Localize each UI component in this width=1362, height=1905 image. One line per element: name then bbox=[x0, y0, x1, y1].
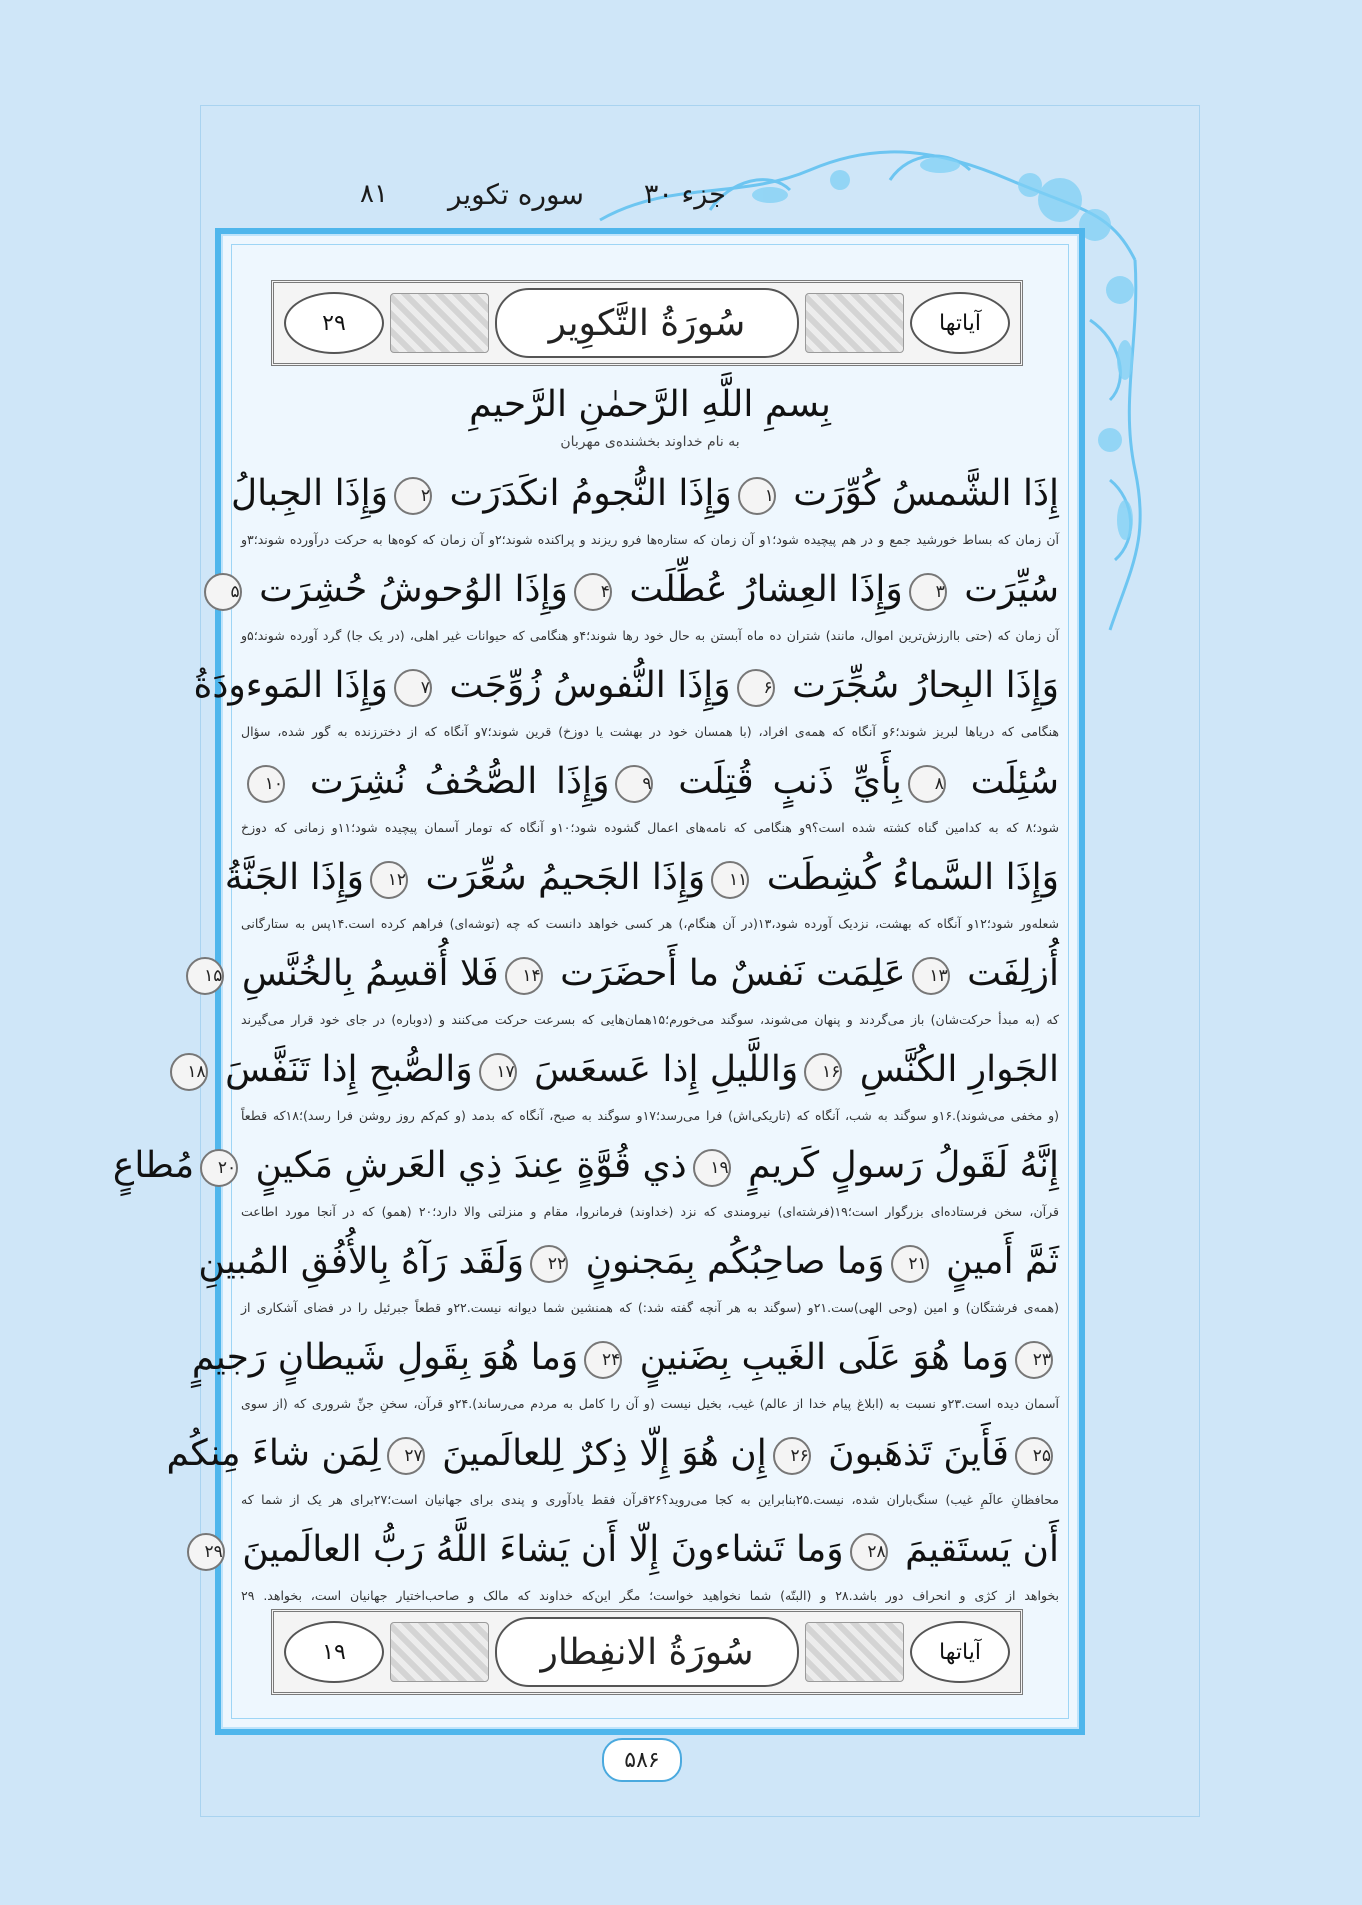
verse-text: سُيِّرَت bbox=[952, 569, 1059, 610]
verse-text: وَلَقَد رَآهُ بِالأُفُقِ المُبينِ bbox=[198, 1241, 525, 1282]
verse-text: فَلا أُقسِمُ بِالخُنَّسِ bbox=[230, 953, 499, 994]
ayah-number-marker: ۱۰ bbox=[247, 765, 285, 803]
verse-text: وَما هُوَ بِقَولِ شَيطانٍ رَجيمٍ bbox=[191, 1337, 579, 1378]
verse-text: وَاللَّيلِ إِذا عَسعَسَ bbox=[522, 1049, 799, 1090]
surah-label: سوره تکویر bbox=[447, 177, 584, 211]
persian-translation: محافظانِ عالَمِ غیب) سنگ‌باران شده، نیست.۲۵بنابراین به کجا می‌روید؟۲۶قرآن فقط یادآوری و پندی برای جهانیان است؛۲۷برای هر یک از شما که bbox=[241, 1492, 1060, 1507]
verse-line bbox=[112, 1138, 1059, 1234]
verse-text: وَإِذَا النُّفوسُ زُوِّجَت bbox=[437, 665, 731, 706]
verse-line bbox=[204, 1522, 1059, 1618]
verse-text: وَما صاحِبُكُم بِمَجنونٍ bbox=[574, 1241, 885, 1282]
page-number: ۵۸۶ bbox=[602, 1738, 682, 1782]
verse-text: بِأَيِّ ذَنبٍ قُتِلَت bbox=[659, 761, 902, 802]
verse-count-oval: ۲۹ bbox=[284, 292, 384, 354]
verse-text: أَن يَستَقيمَ bbox=[893, 1529, 1059, 1570]
verse-text: وَإِذَا الوُحوشُ حُشِرَت bbox=[247, 569, 568, 610]
arabic-text bbox=[191, 1330, 1059, 1386]
verse-text: وَإِذَا النُّجومُ انكَدَرَت bbox=[438, 473, 732, 514]
verses-block bbox=[112, 466, 1060, 1618]
persian-translation: آن زمان که بساط خورشید جمع و در هم پیچیده شود؛۱و آن زمان که ستاره‌ها فرو ریزند و پراکنده شوند؛۲و آن زمان که کوه‌ها به حرکت درآورده شوند؛۳و bbox=[241, 532, 1060, 547]
persian-translation: قرآن، سخن فرستاده‌ای بزرگوار است؛۱۹(فرشته‌ای) نیرومندی که نزد (خداوند) فرمانروا، مقام و منزلتی والا دارد؛۲۰ (همو) که در آنجا مورد اطاعت bbox=[241, 1204, 1059, 1219]
arabic-text bbox=[198, 1234, 1059, 1290]
banner-ornament-icon bbox=[805, 293, 904, 353]
verse-text: وَإِذَا الجِبالُ bbox=[230, 473, 389, 514]
verse-text: الجَوارِ الكُنَّسِ bbox=[848, 1049, 1059, 1090]
surah-number: ۸۱ bbox=[360, 179, 388, 209]
surah-banner-top bbox=[271, 280, 1023, 366]
ayah-number-marker: ۲۸ bbox=[850, 1533, 888, 1571]
ayah-number-marker: ۱۱ bbox=[711, 861, 749, 899]
ayah-number-marker: ۱۵ bbox=[186, 957, 224, 995]
ayah-number-marker: ۱ bbox=[738, 477, 776, 515]
ayah-number-marker: ۲۱ bbox=[891, 1245, 929, 1283]
verse-text: إِذَا الشَّمسُ كُوِّرَت bbox=[781, 473, 1059, 514]
persian-translation: بخواهد از کژی و انحراف دور باشد.۲۸ و (البتّه) شما نخواهید خواست؛ مگر این‌که خداوند که مالک و صاحب‌اختیار جهانیان است، بخواهد. ۲۹ bbox=[241, 1588, 1059, 1603]
surah-title: سُورَةُ الانفِطار bbox=[495, 1617, 799, 1687]
verse-line bbox=[230, 562, 1059, 658]
verse-text: وَإِذَا السَّماءُ كُشِطَت bbox=[755, 857, 1059, 898]
basmala: بِسمِ اللَّهِ الرَّحمٰنِ الرَّحيمِ bbox=[469, 384, 831, 425]
ayah-number-marker: ۲۴ bbox=[584, 1341, 622, 1379]
verse-line bbox=[191, 1330, 1059, 1426]
ayah-number-marker: ۱۲ bbox=[370, 861, 408, 899]
verse-text: لِمَن شاءَ مِنكُم bbox=[166, 1433, 381, 1474]
verse-text: ثَمَّ أَمينٍ bbox=[934, 1241, 1059, 1282]
verses-label-oval: آیاتها bbox=[910, 1621, 1010, 1683]
verse-text: وَإِذَا الصُّحُفُ نُشِرَت bbox=[291, 761, 610, 802]
persian-translation: هنگامی که دریاها لبریز شوند؛۶و آنگاه که همه‌ی افراد، (با همسان خود در بهشت یا دوزخ) قرین شوند؛۷و آنگاه که از دخترزنده به گور شده، سؤال bbox=[241, 724, 1060, 739]
ayah-number-marker: ۲۷ bbox=[387, 1437, 425, 1475]
arabic-text bbox=[224, 850, 1059, 906]
verse-text: وَالصُّبحِ إِذا تَنَفَّسَ bbox=[213, 1049, 473, 1090]
ayah-number-marker: ۷ bbox=[394, 669, 432, 707]
ayah-number-marker: ۲۳ bbox=[1015, 1341, 1053, 1379]
verses-label-oval: آیاتها bbox=[910, 292, 1010, 354]
ayah-number-marker: ۲۹ bbox=[187, 1533, 225, 1571]
verse-text: سُئِلَت bbox=[951, 761, 1059, 802]
verse-line bbox=[204, 946, 1060, 1042]
verse-line bbox=[241, 754, 1059, 850]
verse-text: وَإِذَا المَوءودَةُ bbox=[193, 665, 388, 706]
verse-text: وَإِذَا الجَنَّةُ bbox=[224, 857, 364, 898]
basmala-translation: به نام خداوند بخشنده‌ی مهربان bbox=[560, 434, 740, 450]
arabic-text bbox=[166, 1426, 1059, 1482]
banner-ornament-icon bbox=[390, 1622, 489, 1682]
verse-text: وَإِذَا الجَحيمُ سُعِّرَت bbox=[414, 857, 706, 898]
arabic-text bbox=[204, 1522, 1059, 1578]
persian-translation: آن زمان که (حتی باارزش‌ترین اموال، مانند) شتران ده ماه آبستن به حال خود رها شوند؛۴و هنگامی که حیوانات غیر اهلی، (در یک جا) گرد آورده شوند؛۵و bbox=[241, 628, 1059, 643]
page-header bbox=[360, 170, 880, 218]
banner-ornament-icon bbox=[805, 1622, 904, 1682]
surah-title: سُورَةُ التَّكوِير bbox=[495, 288, 799, 358]
verse-line bbox=[187, 1042, 1060, 1138]
ayah-number-marker: ۱۷ bbox=[479, 1053, 517, 1091]
ayah-number-marker: ۲۵ bbox=[1015, 1437, 1053, 1475]
verse-text: وَإِذَا البِحارُ سُجِّرَت bbox=[780, 665, 1059, 706]
verse-count-oval: ۱۹ bbox=[284, 1621, 384, 1683]
arabic-text bbox=[112, 1138, 1059, 1194]
banner-ornament-icon bbox=[390, 293, 489, 353]
ayah-number-marker: ۴ bbox=[574, 573, 612, 611]
ayah-number-marker: ۳ bbox=[909, 573, 947, 611]
persian-translation: که (به مبدأ حرکت‌شان) باز می‌گردند و پنهان می‌شوند، سوگند می‌خورم؛۱۵همان‌هایی که بسرعت حرکت می‌کنند و (دوباره) در جای خود قرار می‌گیرند bbox=[241, 1012, 1060, 1027]
verse-line bbox=[198, 1234, 1059, 1330]
ayah-number-marker: ۱۸ bbox=[170, 1053, 208, 1091]
arabic-text bbox=[187, 1042, 1059, 1098]
verse-text: إِن هُوَ إِلّا ذِكرٌ لِلعالَمينَ bbox=[430, 1433, 767, 1474]
ayah-number-marker: ۱۹ bbox=[693, 1149, 731, 1187]
verse-text: إِنَّهُ لَقَولُ رَسولٍ كَريمٍ bbox=[736, 1145, 1059, 1186]
persian-translation: شعله‌ور شود؛۱۲و آنگاه که بهشت، نزدیک آورده شود،۱۳(در آن هنگام،) هر کسی خواهد دانست که چه (توشه‌ای) فراهم کرده است.۱۴پس به ستارگانی bbox=[241, 916, 1059, 931]
persian-translation: (همه‌ی فرشتگان) و امین (وحی الهی)ست.۲۱و (سوگند به هر آنچه گفته شد:) که همنشین شما دیوانه نیست.۲۲و قطعاً جبرئیل را در فضای آشکاری از bbox=[241, 1300, 1059, 1315]
verse-text: فَأَينَ تَذهَبونَ bbox=[816, 1433, 1009, 1474]
verse-line bbox=[193, 658, 1060, 754]
arabic-text bbox=[193, 658, 1059, 714]
ayah-number-marker: ۹ bbox=[615, 765, 653, 803]
verse-line bbox=[230, 466, 1060, 562]
verse-text: أُزلِفَت bbox=[955, 953, 1059, 994]
verse-line bbox=[224, 850, 1059, 946]
verse-text: وَإِذَا العِشارُ عُطِّلَت bbox=[617, 569, 903, 610]
ayah-number-marker: ۱۴ bbox=[505, 957, 543, 995]
juz-label: جزء ۳۰ bbox=[643, 178, 726, 210]
verse-text: عَلِمَت نَفسٌ ما أَحضَرَت bbox=[548, 953, 906, 994]
arabic-text bbox=[230, 562, 1059, 618]
ayah-number-marker: ۸ bbox=[908, 765, 946, 803]
arabic-text bbox=[204, 946, 1059, 1002]
arabic-text bbox=[241, 754, 1059, 810]
verse-text: وَما تَشاءونَ إِلّا أَن يَشاءَ اللَّهُ رَبُّ العالَمينَ bbox=[230, 1529, 844, 1570]
ayah-number-marker: ۲ bbox=[394, 477, 432, 515]
arabic-text bbox=[230, 466, 1059, 522]
ayah-number-marker: ۲۶ bbox=[773, 1437, 811, 1475]
ayah-number-marker: ۱۶ bbox=[804, 1053, 842, 1091]
ayah-number-marker: ۵ bbox=[204, 573, 242, 611]
persian-translation: آسمان دیده است.۲۳و نسبت به (ابلاغ پیام خدا از عالم) غیب، بخیل نیست (و آن را کامل به مردم می‌رساند).۲۴و قرآن، سخنِ جنِّ شروری که (از سوی bbox=[241, 1396, 1059, 1411]
ayah-number-marker: ۲۰ bbox=[200, 1149, 238, 1187]
ayah-number-marker: ۶ bbox=[737, 669, 775, 707]
persian-translation: (و مخفی می‌شوند).۱۶و سوگند به شب، آنگاه که (تاریکی‌اش) فرا می‌رسد؛۱۷و سوگند به صبح، آنگاه که بدمد (و کم‌کم روز روشن فرا رسد)؛۱۸که قطعاً bbox=[241, 1108, 1060, 1123]
persian-translation: شود؛۸ که به کدامین گناه کشته شده است؟۹و هنگامی که نامه‌های اعمال گشوده شود؛۱۰و آنگاه که تومار آسمان پیچیده شود؛۱۱و زمانی که دوزخ bbox=[241, 820, 1059, 835]
verse-text: مُطاعٍ bbox=[112, 1145, 195, 1186]
verse-text: وَما هُوَ عَلَى الغَيبِ بِضَنينٍ bbox=[628, 1337, 1009, 1378]
ayah-number-marker: ۲۲ bbox=[530, 1245, 568, 1283]
content-frame bbox=[112, 228, 1085, 1735]
surah-banner-bottom bbox=[271, 1609, 1023, 1695]
verse-line bbox=[166, 1426, 1060, 1522]
ayah-number-marker: ۱۳ bbox=[912, 957, 950, 995]
verse-text: ذي قُوَّةٍ عِندَ ذِي العَرشِ مَكينٍ bbox=[244, 1145, 687, 1186]
